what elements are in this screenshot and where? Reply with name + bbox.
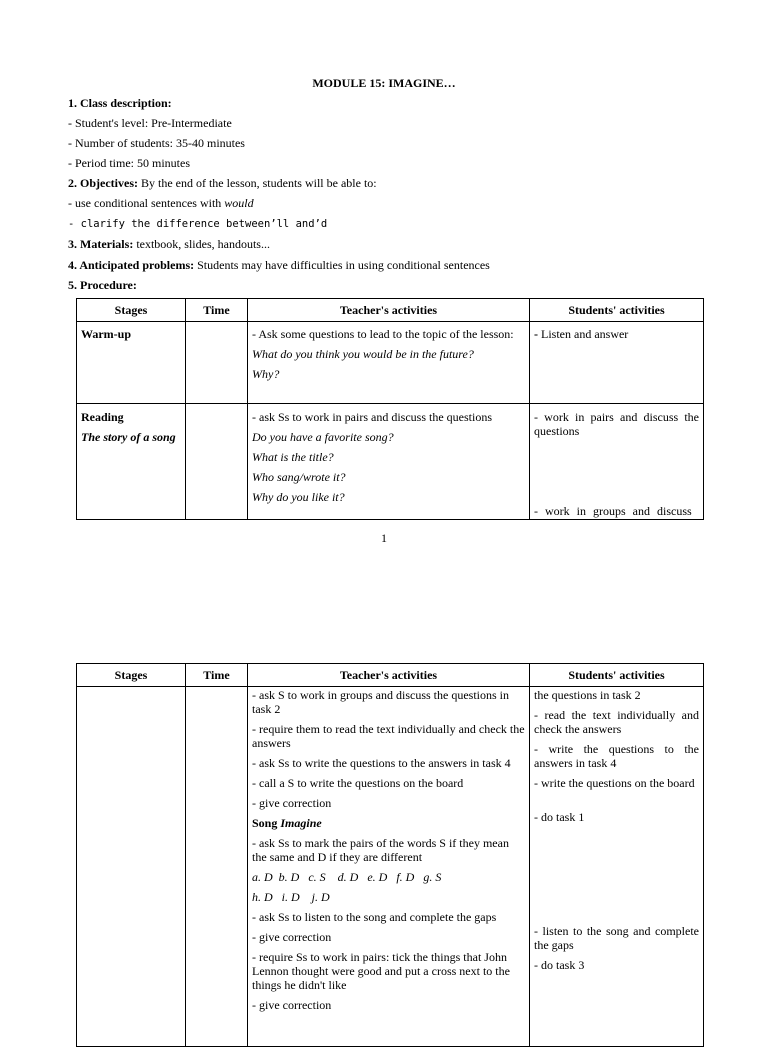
document-page-2: [0, 580, 768, 1024]
materials-text: textbook, slides, handouts...: [133, 237, 270, 251]
problems-label: 4. Anticipated problems:: [68, 258, 195, 272]
objectives-label: 2. Objectives:: [68, 176, 138, 190]
table-row-reading: [77, 404, 704, 520]
teacher-activity: - give correction: [252, 998, 332, 1012]
period-time: - Period time: 50 minutes: [68, 156, 190, 170]
warmup-question-1: What do you think you would be in the future?: [252, 347, 474, 361]
time-cell: [186, 687, 248, 1047]
students-cell: [530, 404, 704, 520]
teacher-activity: - ask S to work in groups and discuss the questions in task 2: [252, 688, 509, 716]
objective-item-1-text: - use conditional sentences with: [68, 196, 225, 210]
stage-reading: Reading: [81, 410, 124, 424]
answer-key-line-2: h. D i. D j. D: [252, 890, 330, 904]
procedure-label: 5. Procedure:: [68, 278, 137, 292]
objective-item-1: [68, 196, 254, 210]
answer-key-line-1: a. D b. D c. S d. D e. D f. D g. S: [252, 870, 442, 884]
students-activity: - write the questions to the answers in task 4: [534, 742, 699, 770]
stage-cell: [77, 687, 186, 1047]
time-cell: [186, 322, 248, 404]
stage-cell: [77, 404, 186, 520]
table-header-row: [77, 299, 704, 322]
students-activity: - listen to the song and complete the gaps: [534, 924, 699, 952]
teacher-cell: [248, 687, 530, 1047]
students-activity: the questions in task 2: [534, 688, 641, 702]
song-title: Imagine: [280, 816, 322, 830]
stage-cell: [77, 322, 186, 404]
procedure-table-page-1: [76, 298, 704, 520]
reading-question-3: Who sang/wrote it?: [252, 470, 346, 484]
students-activity: - write the questions on the board: [534, 776, 695, 790]
objectives-text: By the end of the lesson, students will be able to:: [137, 176, 377, 190]
problems-line: [68, 258, 490, 272]
class-description-label: 1. Class description:: [68, 96, 172, 110]
table-row-warmup: [77, 322, 704, 404]
teacher-activity: - require Ss to work in pairs: tick the things that John Lennon thought were good and put a cross next to the things he didn't like: [252, 950, 510, 992]
table-row-continued: [77, 687, 704, 1047]
teacher-cell: [248, 322, 530, 404]
teacher-activity: - give correction: [252, 796, 332, 810]
header-students-activities: Students' activities: [530, 664, 704, 687]
warmup-question-2: Why?: [252, 367, 280, 381]
teacher-activity: - ask Ss to work in pairs and discuss the questions: [252, 410, 492, 424]
procedure-heading: [68, 278, 137, 292]
time-cell: [186, 404, 248, 520]
reading-question-4: Why do you like it?: [252, 490, 345, 504]
materials-label: 3. Materials:: [68, 237, 134, 251]
procedure-table-page-2: [76, 663, 704, 1047]
reading-question-1: Do you have a favorite song?: [252, 430, 394, 444]
header-time: Time: [186, 299, 248, 322]
teacher-activity: - ask Ss to write the questions to the answers in task 4: [252, 756, 511, 770]
objective-item-1-word: would: [224, 196, 254, 210]
header-stages: Stages: [77, 664, 186, 687]
teacher-activity: - call a S to write the questions on the board: [252, 776, 464, 790]
objectives-line: [68, 176, 377, 190]
song-label: Song: [252, 816, 281, 830]
students-cell: [530, 687, 704, 1047]
class-description-heading: [68, 96, 172, 110]
header-teacher-activities: Teacher's activities: [248, 299, 530, 322]
teacher-activity: - ask Ss to listen to the song and complete the gaps: [252, 910, 497, 924]
table-header-row: [77, 664, 704, 687]
teacher-activity: - ask Ss to mark the pairs of the words S if they mean the same and D if they are different: [252, 836, 509, 864]
document-title: MODULE 15: IMAGINE…: [312, 76, 456, 90]
student-level: - Student's level: Pre-Intermediate: [68, 116, 232, 130]
problems-text: Students may have difficulties in using conditional sentences: [194, 258, 490, 272]
teacher-activity: - Ask some questions to lead to the topic of the lesson:: [252, 327, 514, 341]
students-activity: - work in pairs and discuss the questions: [534, 410, 699, 438]
song-heading: [252, 816, 525, 830]
header-students-activities: Students' activities: [530, 299, 704, 322]
students-activity-continued: - work in groups and discuss: [534, 504, 692, 518]
students-activity: Listen and answer: [541, 327, 629, 341]
header-teacher-activities: Teacher's activities: [248, 664, 530, 687]
stage-warmup: Warm-up: [81, 327, 132, 341]
students-dash: -: [534, 327, 541, 341]
header-time: Time: [186, 664, 248, 687]
students-cell: [530, 322, 704, 404]
students-activity: - do task 1: [534, 810, 585, 824]
header-stages: Stages: [77, 299, 186, 322]
reading-question-2: What is the title?: [252, 450, 334, 464]
students-activity: - read the text individually and check the answers: [534, 708, 699, 736]
number-of-students: - Number of students: 35-40 minutes: [68, 136, 245, 150]
page-number: 1: [381, 531, 387, 545]
stage-reading-subtitle: The story of a song: [81, 430, 176, 444]
teacher-activity: - give correction: [252, 930, 332, 944]
students-activity: - do task 3: [534, 958, 585, 972]
materials-line: [68, 237, 270, 251]
teacher-cell: [248, 404, 530, 520]
objective-item-2: - clarify the difference between’ll and’d: [68, 218, 328, 230]
teacher-activity: - require them to read the text individually and check the answers: [252, 722, 525, 750]
